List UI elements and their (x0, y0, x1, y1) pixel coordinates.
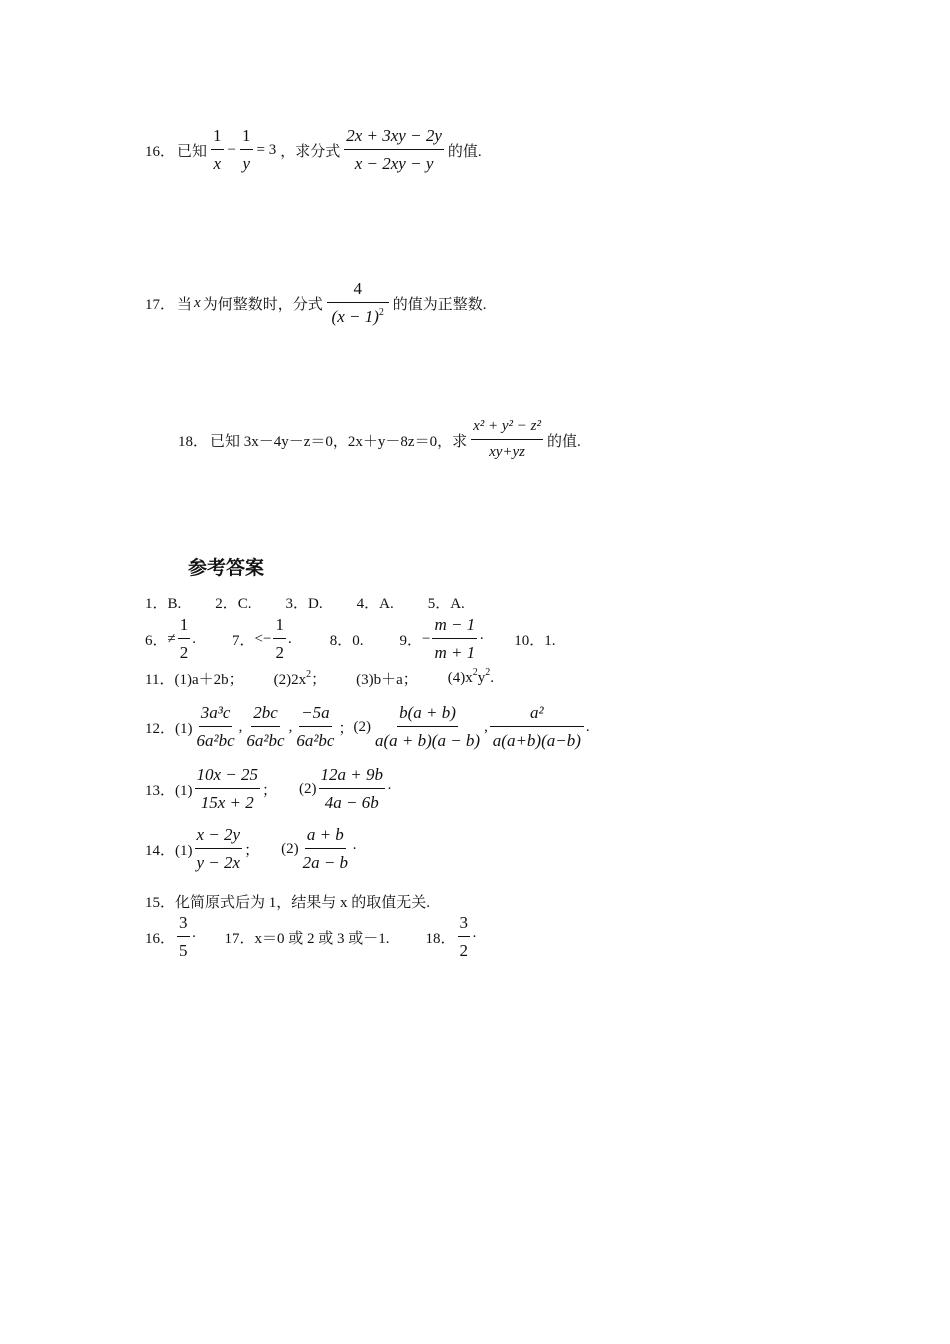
answer-17: 17．x＝0 或 2 或 3 或－1. (224, 930, 390, 947)
fraction (490, 704, 584, 750)
denominator: 6a²bc (246, 731, 285, 750)
answer-part (274, 668, 327, 689)
fraction (273, 616, 286, 662)
answer-part: (1)a＋2b； (174, 671, 244, 688)
answer-9-label: 9． (399, 632, 422, 649)
punct: ； (311, 671, 327, 688)
numerator: 10x − 25 (195, 766, 261, 789)
semicolon: ； (262, 782, 278, 799)
answer-row-16-18 (145, 912, 477, 962)
answer-14 (145, 822, 357, 876)
problem-18 (178, 418, 583, 462)
denominator: a(a+b)(a−b) (492, 731, 581, 750)
numerator: 3 (177, 914, 190, 937)
answer-part: (3)b＋a； (356, 671, 418, 688)
exponent: 2 (472, 666, 478, 678)
minus-sign: − (421, 630, 431, 647)
denominator: 5 (179, 941, 188, 960)
equation-rhs: = 3 (256, 141, 277, 158)
answer-part (447, 666, 495, 687)
fraction (294, 704, 336, 750)
problem-text: 的值. (447, 143, 482, 160)
answer-11 (145, 667, 494, 689)
problem-text: 已知 3x－4y－z＝0，2x＋y－8z＝0，求 (210, 433, 468, 450)
answer-row-6-10 (145, 614, 555, 664)
answer-18-label: 18． (425, 930, 456, 947)
denominator: 2 (275, 643, 284, 662)
term: (4)x (447, 669, 473, 686)
dot: · (191, 928, 197, 945)
numerator: 1 (240, 127, 253, 150)
fraction (458, 914, 471, 960)
fraction (373, 704, 482, 750)
exponent: 2 (378, 307, 384, 318)
denominator: y (242, 154, 251, 173)
minus-sign: − (227, 141, 236, 158)
comma: , (288, 718, 293, 735)
answer-2: 2．C. (215, 595, 252, 612)
period: . (192, 630, 196, 647)
fraction (178, 616, 191, 662)
term: y (477, 669, 486, 686)
answer-15-text: 15．化简原式后为 1，结果与 x 的取值无关. (145, 894, 431, 911)
problem-text: 的值为正整数. (392, 296, 487, 313)
numerator: x² + y² − z² (471, 419, 543, 440)
answer-10: 10．1. (514, 632, 556, 649)
punct: . (490, 669, 495, 686)
answer-13 (145, 762, 392, 816)
denominator: x (213, 154, 222, 173)
fraction (344, 127, 444, 173)
numerator: 4 (327, 280, 389, 303)
fraction (195, 826, 243, 872)
answer-4: 4．A. (356, 595, 394, 612)
fraction (240, 127, 253, 173)
answer-5: 5．A. (427, 595, 465, 612)
problem-number: 17． (145, 296, 176, 313)
problem-text: 已知 (177, 143, 208, 160)
answer-12-label: 12．(1) (145, 720, 193, 737)
semicolon: ； (244, 842, 260, 859)
denominator: 4a − 6b (324, 793, 379, 812)
answer-13-label: 13．(1) (145, 782, 193, 799)
denominator: 6a²bc (296, 731, 335, 750)
denominator: y − 2x (196, 853, 241, 872)
denominator: xy+yz (489, 444, 525, 460)
denominator: a(a + b)(a − b) (374, 731, 481, 750)
fraction (319, 766, 385, 812)
fraction (244, 704, 286, 750)
problem-text: 的值. (546, 433, 581, 450)
numerator: a + b (305, 826, 346, 849)
part-label: (2) (299, 780, 317, 797)
problem-16 (145, 122, 484, 178)
dot: · (387, 780, 393, 797)
denominator-base: (x − 1) (331, 307, 379, 326)
not-equal-sign: ≠ (167, 630, 176, 647)
dot: · (479, 630, 485, 647)
answer-7-label: 7． (232, 632, 255, 649)
answer-11-label: 11． (145, 671, 175, 688)
denominator: 6a²bc (196, 731, 235, 750)
fraction (195, 766, 261, 812)
answer-15 (145, 890, 430, 912)
dot: · (472, 928, 478, 945)
answers-heading: 参考答案 (188, 557, 265, 579)
numerator: b(a + b) (397, 704, 458, 727)
denominator: 2a − b (302, 853, 349, 872)
numerator: m − 1 (432, 616, 477, 639)
numerator: 2bc (251, 704, 280, 727)
fraction (301, 826, 350, 872)
numerator: 3a³c (199, 704, 233, 727)
denominator: x − 2xy − y (354, 154, 434, 173)
denominator: m + 1 (434, 643, 476, 662)
fraction (211, 127, 224, 173)
variable: x (194, 294, 201, 311)
fraction (177, 914, 190, 960)
denominator: 2 (459, 941, 469, 960)
answer-3: 3．D. (285, 595, 323, 612)
numerator: 1 (178, 616, 191, 639)
dot: · (352, 840, 358, 857)
denominator: 2 (179, 643, 189, 662)
denominator (330, 303, 386, 326)
exponent: 2 (485, 666, 491, 678)
answer-row-1-5 (145, 591, 465, 613)
fraction (471, 419, 543, 461)
numerator: x − 2y (195, 826, 243, 849)
term: (2)2x (273, 671, 307, 688)
problem-17 (145, 275, 488, 331)
answer-6-label: 6． (145, 632, 168, 649)
semicolon: ； (338, 720, 354, 737)
problem-text: 为何整数时，分式 (202, 296, 323, 313)
answer-8: 8．0. (329, 632, 364, 649)
answer-12 (145, 700, 590, 754)
answer-16-label: 16． (145, 930, 176, 947)
problem-text: 当 (177, 296, 193, 313)
exponent: 2 (306, 668, 312, 680)
part-label: (2) (281, 840, 299, 857)
problem-number: 18． (178, 433, 209, 450)
numerator: 3 (458, 914, 471, 937)
problem-text: ，求分式 (280, 143, 341, 160)
numerator: 1 (211, 127, 224, 150)
answer-14-label: 14．(1) (145, 842, 193, 859)
numerator: 12a + 9b (319, 766, 385, 789)
fraction (432, 616, 477, 662)
comma: , (484, 718, 488, 735)
numerator: 1 (273, 616, 286, 639)
less-than-sign: <− (254, 630, 272, 647)
numerator: a² (490, 704, 584, 727)
answer-1: 1．B. (145, 595, 182, 612)
part-label: (2) (353, 718, 371, 735)
fraction (327, 280, 389, 326)
comma: , (238, 718, 243, 735)
period: . (287, 630, 292, 647)
fraction (195, 704, 237, 750)
numerator: 2x + 3xy − 2y (344, 127, 444, 150)
problem-number: 16． (145, 143, 176, 160)
numerator: −5a (299, 704, 331, 727)
period: . (585, 718, 590, 735)
denominator: 15x + 2 (200, 793, 254, 812)
